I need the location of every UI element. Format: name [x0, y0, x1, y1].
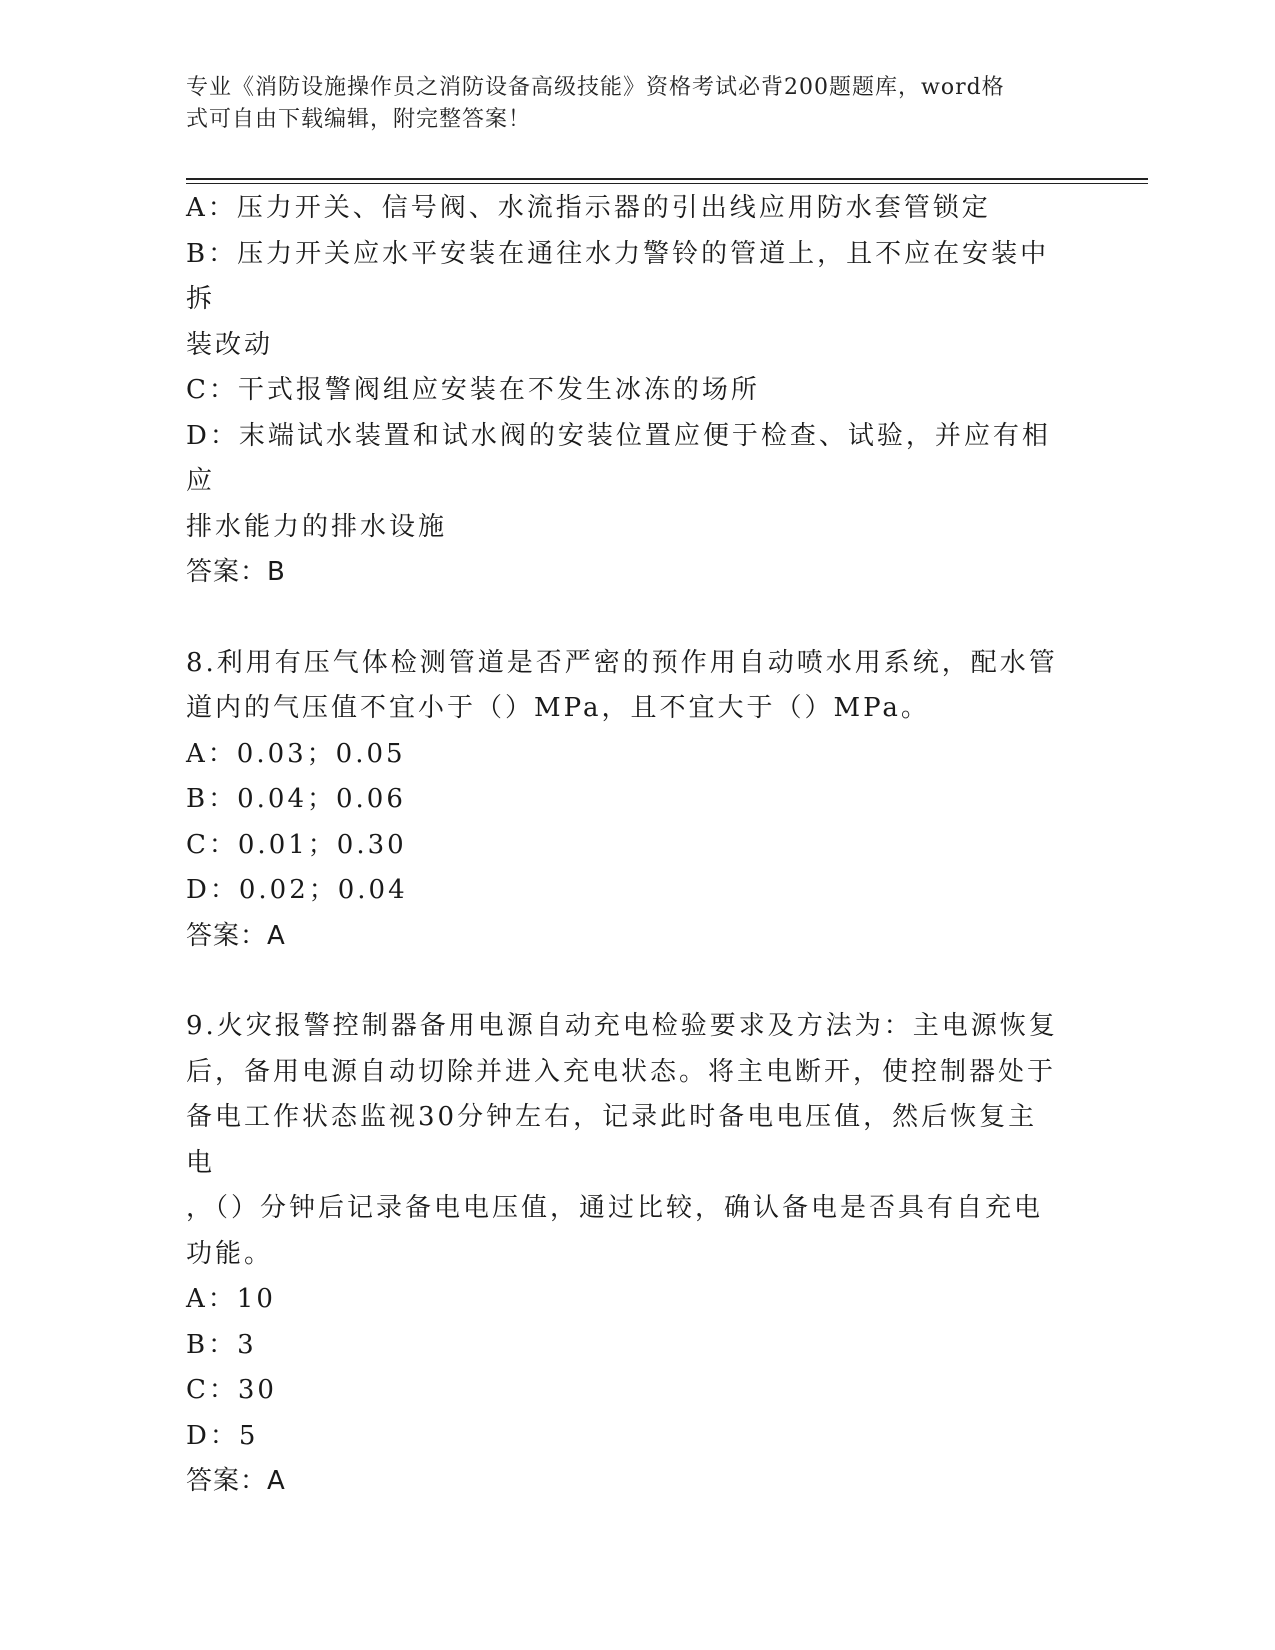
header-line-1: 专业《消防设施操作员之消防设备高级技能》资格考试必背200题题库，word格 [186, 75, 1005, 100]
option-c: C：0.01；0.30 [186, 829, 407, 860]
header-rule-thin [186, 183, 1148, 184]
header-line-2: 式可自由下载编辑，附完整答案！ [186, 107, 532, 132]
option-a: A：0.03；0.05 [186, 738, 406, 769]
option-b-continued: 装改动 [186, 329, 274, 360]
question-spacer [186, 959, 1066, 1004]
option-c: C：干式报警阀组应安装在不发生冰冻的场所 [186, 375, 760, 405]
question-9 [186, 1004, 1066, 1505]
answer-label: 答案：A [186, 920, 286, 951]
option-b: B：3 [186, 1329, 257, 1360]
option-d-continued: 排水能力的排水设施 [186, 511, 448, 542]
question-stem-line: 8.利用有压气体检测管道是否严密的预作用自动喷水用系统，配水管 [186, 647, 1058, 678]
question-stem-line: ，（）分钟后记录备电电压值，通过比较，确认备电是否具有自充电 [186, 1193, 1044, 1223]
question-stem-line: 后，备用电源自动切除并进入充电状态。将主电断开，使控制器处于 [186, 1056, 1057, 1087]
question-stem-line: 功能。 [186, 1238, 274, 1269]
question-spacer [186, 596, 1066, 641]
option-a: A：10 [186, 1284, 276, 1314]
document-header [186, 72, 1066, 136]
header-rule-thick [186, 178, 1148, 180]
document-body [186, 186, 1066, 1505]
answer-label: 答案：A [186, 1466, 286, 1496]
option-c: C：30 [186, 1375, 277, 1405]
answer-label: 答案：B [186, 557, 286, 587]
question-8 [186, 641, 1066, 960]
option-d: D：5 [186, 1420, 259, 1451]
question-stem-line: 备电工作状态监视30分钟左右，记录此时备电电压值，然后恢复主电 [186, 1102, 1038, 1178]
option-b: B：压力开关应水平安装在通往水力警铃的管道上，且不应在安装中拆 [186, 238, 1050, 314]
option-b: B：0.04；0.06 [186, 784, 406, 814]
question-stem-line: 道内的气压值不宜小于（）MPa，且不宜大于（）MPa。 [186, 693, 930, 723]
option-a: A：压力开关、信号阀、水流指示器的引出线应用防水套管锁定 [186, 193, 991, 223]
question-7-options [186, 186, 1066, 596]
question-stem-line: 9.火灾报警控制器备用电源自动充电检验要求及方法为：主电源恢复 [186, 1011, 1058, 1041]
option-d: D：末端试水装置和试水阀的安装位置应便于检查、试验，并应有相应 [186, 420, 1051, 496]
option-d: D：0.02；0.04 [186, 875, 408, 905]
